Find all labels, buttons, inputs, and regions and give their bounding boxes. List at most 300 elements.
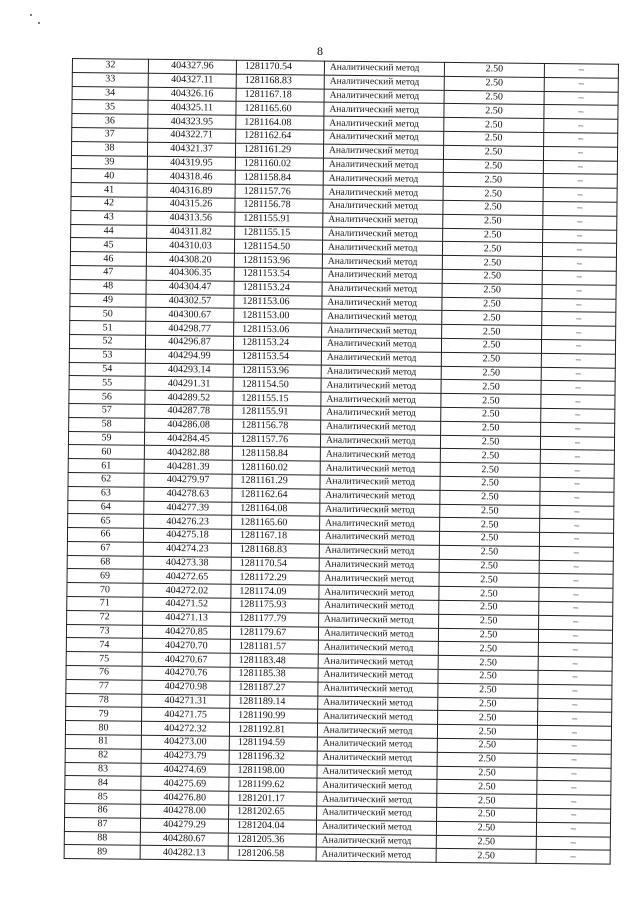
precision-cell: 2.50 [441,338,541,353]
point-number-cell: 49 [70,293,146,308]
method-cell: Аналитический метод [317,779,437,794]
description-cell: – [537,795,611,810]
description-cell: – [543,160,617,175]
x-coordinate-cell: 404274.69 [141,763,229,778]
y-coordinate-cell: 1281198.00 [229,764,317,779]
point-number-cell: 47 [70,265,146,280]
y-coordinate-cell: 1281160.02 [232,460,320,475]
precision-cell: 2.50 [438,711,538,726]
method-cell: Аналитический метод [316,848,436,863]
description-cell: – [540,450,614,465]
page-number: 8 [317,44,323,58]
method-cell: Аналитический метод [318,627,438,642]
precision-cell: 2.50 [444,90,544,105]
description-cell: – [541,381,615,396]
method-cell: Аналитический метод [318,696,438,711]
x-coordinate-cell: 404291.31 [145,377,233,392]
precision-cell: 2.50 [437,794,537,809]
point-number-cell: 78 [66,693,142,708]
y-coordinate-cell: 1281165.60 [236,102,324,117]
x-coordinate-cell: 404294.99 [145,349,233,364]
precision-cell: 2.50 [437,780,537,795]
description-cell: – [543,229,617,244]
precision-cell: 2.50 [439,559,539,574]
method-cell: Аналитический метод [321,365,441,380]
coordinates-table [64,58,619,865]
precision-cell: 2.50 [444,62,544,77]
point-number-cell: 70 [67,583,143,598]
point-number-cell: 85 [65,790,141,805]
description-cell: – [538,629,612,644]
method-cell: Аналитический метод [322,240,442,255]
precision-cell: 2.50 [441,352,541,367]
description-cell: – [541,408,615,423]
y-coordinate-cell: 1281153.24 [234,281,322,296]
x-coordinate-cell: 404287.78 [145,404,233,419]
x-coordinate-cell: 404289.52 [145,390,233,405]
description-cell: – [542,312,616,327]
x-coordinate-cell: 404270.98 [142,680,230,695]
scan-speck [30,14,32,16]
y-coordinate-cell: 1281165.60 [232,515,320,530]
method-cell: Аналитический метод [324,103,444,118]
description-cell: – [540,519,614,534]
description-cell: – [543,146,617,161]
description-cell: – [541,339,615,354]
precision-cell: 2.50 [442,269,542,284]
point-number-cell: 50 [70,307,146,322]
x-coordinate-cell: 404272.02 [143,584,231,599]
point-number-cell: 86 [65,803,141,818]
precision-cell: 2.50 [440,518,540,533]
point-number-cell: 87 [64,817,140,832]
precision-cell: 2.50 [437,752,537,767]
y-coordinate-cell: 1281189.14 [230,695,318,710]
x-coordinate-cell: 404277.39 [144,501,232,516]
precision-cell: 2.50 [444,118,544,133]
precision-cell: 2.50 [443,145,543,160]
method-cell: Аналитический метод [322,254,442,269]
point-number-cell: 37 [72,127,148,142]
precision-cell: 2.50 [439,587,539,602]
description-cell: – [541,353,615,368]
method-cell: Аналитический метод [317,765,437,780]
description-cell: – [536,822,610,837]
method-cell: Аналитический метод [324,116,444,131]
precision-cell: 2.50 [436,821,536,836]
point-number-cell: 61 [68,459,144,474]
description-cell: – [539,574,613,589]
x-coordinate-cell: 404271.75 [142,708,230,723]
y-coordinate-cell: 1281190.99 [230,709,318,724]
point-number-cell: 79 [66,707,142,722]
x-coordinate-cell: 404270.70 [142,639,230,654]
x-coordinate-cell: 404282.13 [140,846,228,861]
description-cell: – [537,781,611,796]
precision-cell: 2.50 [440,476,540,491]
description-cell: – [542,284,616,299]
x-coordinate-cell: 404318.46 [147,170,235,185]
x-coordinate-cell: 404319.95 [147,156,235,171]
precision-cell: 2.50 [439,614,539,629]
point-number-cell: 64 [68,500,144,515]
x-coordinate-cell: 404275.69 [141,777,229,792]
x-coordinate-cell: 404279.97 [144,473,232,488]
point-number-cell: 83 [65,762,141,777]
x-coordinate-cell: 404315.26 [147,197,235,212]
method-cell: Аналитический метод [324,61,444,76]
x-coordinate-cell: 404304.47 [146,280,234,295]
point-number-cell: 84 [65,776,141,791]
method-cell: Аналитический метод [321,351,441,366]
point-number-cell: 35 [72,100,148,115]
point-number-cell: 67 [67,541,143,556]
y-coordinate-cell: 1281153.54 [233,350,321,365]
y-coordinate-cell: 1281167.18 [231,529,319,544]
method-cell: Аналитический метод [318,654,438,669]
precision-cell: 2.50 [437,738,537,753]
x-coordinate-cell: 404310.03 [146,239,234,254]
y-coordinate-cell: 1281153.54 [234,267,322,282]
method-cell: Аналитический метод [322,268,442,283]
precision-cell: 2.50 [443,228,543,243]
point-number-cell: 46 [70,252,146,267]
method-cell: Аналитический метод [323,199,443,214]
description-cell: – [542,257,616,272]
method-cell: Аналитический метод [317,806,437,821]
method-cell: Аналитический метод [316,834,436,849]
x-coordinate-cell: 404279.29 [140,818,228,833]
description-cell: – [538,684,612,699]
y-coordinate-cell: 1281153.24 [233,336,321,351]
x-coordinate-cell: 404271.31 [142,694,230,709]
precision-cell: 2.50 [444,76,544,91]
y-coordinate-cell: 1281175.93 [231,598,319,613]
y-coordinate-cell: 1281155.91 [235,212,323,227]
description-cell: – [544,91,618,106]
y-coordinate-cell: 1281205.36 [228,833,316,848]
x-coordinate-cell: 404278.00 [141,804,229,819]
x-coordinate-cell: 404286.08 [145,418,233,433]
point-number-cell: 34 [72,86,148,101]
method-cell: Аналитический метод [319,613,439,628]
x-coordinate-cell: 404280.67 [140,832,228,847]
method-cell: Аналитический метод [322,296,442,311]
point-number-cell: 66 [67,528,143,543]
point-number-cell: 75 [66,652,142,667]
precision-cell: 2.50 [438,697,538,712]
point-number-cell: 54 [69,362,145,377]
point-number-cell: 71 [67,597,143,612]
precision-cell: 2.50 [442,297,542,312]
x-coordinate-cell: 404271.52 [143,597,231,612]
precision-cell: 2.50 [443,159,543,174]
point-number-cell: 38 [71,141,147,156]
description-cell: – [540,436,614,451]
point-number-cell: 53 [69,348,145,363]
y-coordinate-cell: 1281204.04 [228,819,316,834]
description-cell: – [540,491,614,506]
precision-cell: 2.50 [441,380,541,395]
description-cell: – [540,477,614,492]
y-coordinate-cell: 1281170.54 [236,60,324,75]
point-number-cell: 44 [71,224,147,239]
y-coordinate-cell: 1281177.79 [231,612,319,627]
y-coordinate-cell: 1281164.08 [232,502,320,517]
method-cell: Аналитический метод [319,599,439,614]
description-cell: – [539,560,613,575]
description-cell: – [540,505,614,520]
y-coordinate-cell: 1281155.15 [233,391,321,406]
precision-cell: 2.50 [444,131,544,146]
point-number-cell: 76 [66,666,142,681]
method-cell: Аналитический метод [324,75,444,90]
description-cell: – [538,712,612,727]
precision-cell: 2.50 [442,311,542,326]
point-number-cell: 40 [71,169,147,184]
precision-cell: 2.50 [436,835,536,850]
method-cell: Аналитический метод [318,682,438,697]
precision-cell: 2.50 [438,628,538,643]
method-cell: Аналитический метод [319,530,439,545]
scan-speck [38,22,40,24]
y-coordinate-cell: 1281156.78 [235,198,323,213]
y-coordinate-cell: 1281155.15 [235,226,323,241]
method-cell: Аналитический метод [320,489,440,504]
y-coordinate-cell: 1281168.83 [231,543,319,558]
method-cell: Аналитический метод [317,737,437,752]
x-coordinate-cell: 404300.67 [146,308,234,323]
y-coordinate-cell: 1281155.91 [233,405,321,420]
y-coordinate-cell: 1281183.48 [230,653,318,668]
y-coordinate-cell: 1281157.76 [232,433,320,448]
method-cell: Аналитический метод [318,641,438,656]
method-cell: Аналитический метод [323,144,443,159]
precision-cell: 2.50 [443,214,543,229]
x-coordinate-cell: 404282.88 [144,446,232,461]
method-cell: Аналитический метод [318,710,438,725]
x-coordinate-cell: 404270.85 [142,625,230,640]
method-cell: Аналитический метод [320,434,440,449]
description-cell: – [539,533,613,548]
method-cell: Аналитический метод [324,89,444,104]
x-coordinate-cell: 404276.23 [144,515,232,530]
point-number-cell: 65 [68,514,144,529]
x-coordinate-cell: 404311.82 [147,225,235,240]
precision-cell: 2.50 [439,531,539,546]
precision-cell: 2.50 [441,421,541,436]
point-number-cell: 81 [65,735,141,750]
y-coordinate-cell: 1281158.84 [232,447,320,462]
precision-cell: 2.50 [444,104,544,119]
x-coordinate-cell: 404271.13 [143,611,231,626]
method-cell: Аналитический метод [321,378,441,393]
description-cell: – [542,326,616,341]
description-cell: – [543,201,617,216]
method-cell: Аналитический метод [323,185,443,200]
point-number-cell: 69 [67,569,143,584]
method-cell: Аналитический метод [317,751,437,766]
point-number-cell: 88 [64,831,140,846]
point-number-cell: 45 [70,238,146,253]
description-cell: – [544,63,618,78]
x-coordinate-cell: 404327.11 [148,73,236,88]
point-number-cell: 74 [66,638,142,653]
method-cell: Аналитический метод [320,461,440,476]
method-cell: Аналитический метод [323,227,443,242]
method-cell: Аналитический метод [320,475,440,490]
precision-cell: 2.50 [441,366,541,381]
method-cell: Аналитический метод [321,420,441,435]
method-cell: Аналитический метод [317,792,437,807]
method-cell: Аналитический метод [318,668,438,683]
description-cell: – [539,601,613,616]
y-coordinate-cell: 1281156.78 [233,419,321,434]
point-number-cell: 36 [72,114,148,129]
y-coordinate-cell: 1281192.81 [229,722,317,737]
x-coordinate-cell: 404273.38 [143,556,231,571]
y-coordinate-cell: 1281181.57 [230,640,318,655]
method-cell: Аналитический метод [319,558,439,573]
precision-cell: 2.50 [436,849,536,864]
x-coordinate-cell: 404273.79 [141,749,229,764]
y-coordinate-cell: 1281187.27 [230,681,318,696]
point-number-cell: 58 [69,417,145,432]
point-number-cell: 62 [68,472,144,487]
x-coordinate-cell: 404313.56 [147,211,235,226]
x-coordinate-cell: 404322.71 [148,128,236,143]
precision-cell: 2.50 [442,283,542,298]
method-cell: Аналитический метод [320,447,440,462]
method-cell: Аналитический метод [321,392,441,407]
x-coordinate-cell: 404325.11 [148,101,236,116]
description-cell: – [536,850,610,865]
precision-cell: 2.50 [440,504,540,519]
precision-cell: 2.50 [438,683,538,698]
precision-cell: 2.50 [437,766,537,781]
precision-cell: 2.50 [439,600,539,615]
description-cell: – [536,836,610,851]
point-number-cell: 72 [67,610,143,625]
point-number-cell: 33 [72,72,148,87]
description-cell: – [544,105,618,120]
precision-cell: 2.50 [443,187,543,202]
description-cell: – [542,298,616,313]
description-cell: – [542,243,616,258]
point-number-cell: 73 [66,624,142,639]
x-coordinate-cell: 404316.89 [147,183,235,198]
point-number-cell: 60 [68,445,144,460]
point-number-cell: 42 [71,196,147,211]
x-coordinate-cell: 404293.14 [145,363,233,378]
x-coordinate-cell: 404273.00 [141,735,229,750]
y-coordinate-cell: 1281162.64 [236,129,324,144]
precision-cell: 2.50 [441,394,541,409]
method-cell: Аналитический метод [322,323,442,338]
y-coordinate-cell: 1281179.67 [230,626,318,641]
description-cell: – [541,367,615,382]
point-number-cell: 89 [64,845,140,860]
precision-cell: 2.50 [440,490,540,505]
method-cell: Аналитический метод [319,585,439,600]
description-cell: – [544,119,618,134]
coordinates-table-wrapper [64,58,618,865]
description-cell: – [539,588,613,603]
description-cell: – [538,698,612,713]
y-coordinate-cell: 1281194.59 [229,736,317,751]
y-coordinate-cell: 1281160.02 [235,157,323,172]
method-cell: Аналитический метод [323,213,443,228]
precision-cell: 2.50 [442,242,542,257]
y-coordinate-cell: 1281206.58 [228,847,316,862]
y-coordinate-cell: 1281185.38 [230,667,318,682]
method-cell: Аналитический метод [316,820,436,835]
method-cell: Аналитический метод [322,282,442,297]
y-coordinate-cell: 1281153.96 [234,253,322,268]
y-coordinate-cell: 1281172.29 [231,571,319,586]
description-cell: – [538,643,612,658]
method-cell: Аналитический метод [319,572,439,587]
x-coordinate-cell: 404326.16 [148,87,236,102]
x-coordinate-cell: 404306.35 [146,266,234,281]
y-coordinate-cell: 1281153.96 [233,364,321,379]
y-coordinate-cell: 1281164.08 [236,115,324,130]
x-coordinate-cell: 404284.45 [144,432,232,447]
x-coordinate-cell: 404278.63 [144,487,232,502]
y-coordinate-cell: 1281170.54 [231,557,319,572]
y-coordinate-cell: 1281153.06 [234,295,322,310]
y-coordinate-cell: 1281153.00 [234,309,322,324]
description-cell: – [537,808,611,823]
x-coordinate-cell: 404272.65 [143,570,231,585]
point-number-cell: 59 [68,431,144,446]
precision-cell: 2.50 [443,173,543,188]
precision-cell: 2.50 [437,725,537,740]
precision-cell: 2.50 [442,325,542,340]
precision-cell: 2.50 [439,545,539,560]
y-coordinate-cell: 1281158.84 [235,171,323,186]
description-cell: – [541,422,615,437]
point-number-cell: 80 [65,721,141,736]
description-cell: – [544,77,618,92]
precision-cell: 2.50 [438,642,538,657]
y-coordinate-cell: 1281202.65 [229,805,317,820]
method-cell: Аналитический метод [322,309,442,324]
precision-cell: 2.50 [442,256,542,271]
description-cell: – [538,657,612,672]
y-coordinate-cell: 1281161.29 [232,474,320,489]
method-cell: Аналитический метод [320,503,440,518]
method-cell: Аналитический метод [319,544,439,559]
description-cell: – [543,174,617,189]
point-number-cell: 57 [69,403,145,418]
precision-cell: 2.50 [438,656,538,671]
method-cell: Аналитический метод [323,172,443,187]
precision-cell: 2.50 [440,449,540,464]
y-coordinate-cell: 1281174.09 [231,584,319,599]
description-cell: – [543,188,617,203]
point-number-cell: 77 [66,679,142,694]
point-number-cell: 55 [69,376,145,391]
description-cell: – [544,132,618,147]
coordinates-table-body [64,59,618,865]
method-cell: Аналитический метод [324,130,444,145]
precision-cell: 2.50 [440,435,540,450]
x-coordinate-cell: 404281.39 [144,459,232,474]
y-coordinate-cell: 1281168.83 [236,74,324,89]
precision-cell: 2.50 [438,669,538,684]
point-number-cell: 39 [71,155,147,170]
